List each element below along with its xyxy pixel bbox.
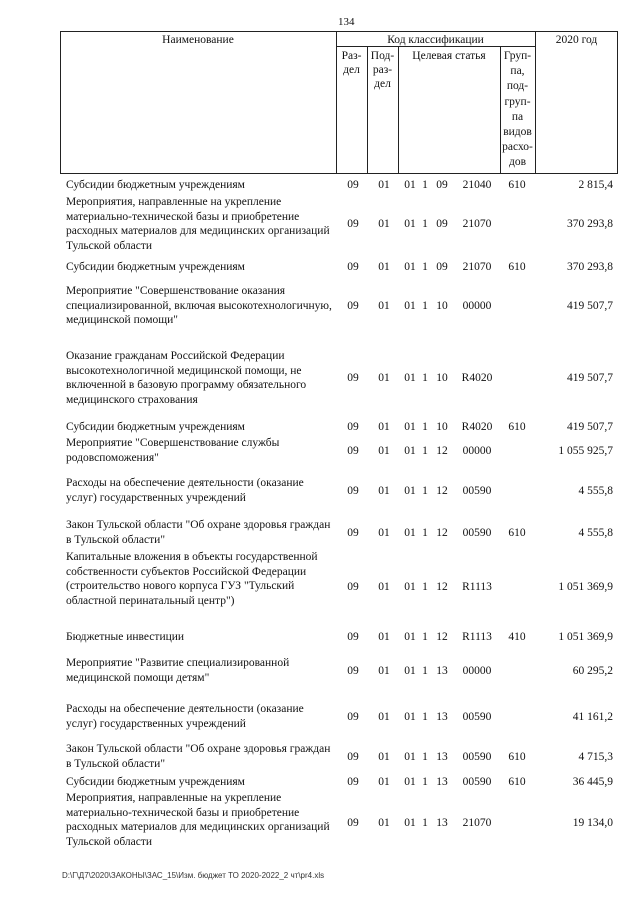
row-razdel: 09 (347, 665, 359, 677)
row-target-2: 1 (422, 581, 428, 593)
row-razdel: 09 (347, 300, 359, 312)
row-name: Оказание гражданам Российской Федерации высокотехнологичной медицинской помощи, не включенной в базовую программу обязательного медицинского страхования (66, 350, 307, 406)
row-target-2: 1 (422, 485, 428, 497)
row-razdel: 09 (347, 527, 359, 539)
row-target-3: 13 (436, 776, 448, 788)
row-name: Расходы на обеспечение деятельности (оказание услуг) государственных учреждений (66, 477, 304, 504)
row-target-4: 21040 (462, 179, 492, 191)
row-target-4: 00590 (462, 711, 492, 723)
row-target-4: R1113 (462, 631, 492, 643)
row-amount: 60 295,2 (572, 665, 613, 677)
row-target-1: 01 (404, 817, 416, 829)
row-name: Закон Тульской области "Об охране здоровья граждан в Тульской области" (66, 519, 331, 546)
row-podrazdel: 01 (378, 665, 390, 677)
row-podrazdel: 01 (378, 300, 390, 312)
row-target-4: 00590 (462, 527, 492, 539)
row-razdel: 09 (347, 485, 359, 497)
row-target-2: 1 (422, 665, 428, 677)
row-razdel: 09 (347, 179, 359, 191)
row-target-4: R4020 (461, 421, 493, 433)
row-target-2: 1 (422, 631, 428, 643)
header-year: 2020 год (555, 34, 598, 46)
row-target-2: 1 (422, 527, 428, 539)
row-amount: 419 507,7 (567, 300, 613, 312)
row-target-4: 00590 (462, 485, 492, 497)
row-amount: 419 507,7 (567, 421, 613, 433)
row-target-3: 10 (436, 372, 448, 384)
row-target-1: 01 (404, 445, 416, 457)
row-vr: 610 (508, 421, 526, 433)
row-podrazdel: 01 (378, 527, 390, 539)
row-razdel: 09 (347, 817, 359, 829)
row-vr: 610 (508, 776, 526, 788)
row-amount: 419 507,7 (567, 372, 613, 384)
row-target-2: 1 (422, 372, 428, 384)
row-podrazdel: 01 (378, 218, 390, 230)
row-target-4: 00590 (462, 776, 492, 788)
row-razdel: 09 (347, 711, 359, 723)
row-target-1: 01 (404, 300, 416, 312)
row-target-1: 01 (404, 711, 416, 723)
row-target-1: 01 (404, 776, 416, 788)
row-podrazdel: 01 (378, 751, 390, 763)
row-target-4: R4020 (461, 372, 493, 384)
row-name: Субсидии бюджетным учреждениям (66, 776, 245, 788)
row-amount: 1 055 925,7 (558, 445, 613, 457)
row-podrazdel: 01 (378, 485, 390, 497)
row-target-1: 01 (404, 527, 416, 539)
row-podrazdel: 01 (378, 179, 390, 191)
row-target-2: 1 (422, 261, 428, 273)
row-target-4: 00000 (462, 445, 492, 457)
row-razdel: 09 (347, 776, 359, 788)
row-vr: 610 (508, 261, 526, 273)
row-target-3: 12 (436, 581, 448, 593)
row-target-4: 00590 (462, 751, 492, 763)
row-razdel: 09 (347, 372, 359, 384)
row-amount: 41 161,2 (572, 711, 613, 723)
row-target-3: 12 (436, 445, 448, 457)
row-name: Бюджетные инвестиции (66, 631, 185, 643)
header-code: Код классификации (387, 34, 484, 46)
row-target-1: 01 (404, 631, 416, 643)
row-razdel: 09 (347, 631, 359, 643)
row-name: Мероприятие "Развитие специализированной медицинской помощи детям" (66, 657, 290, 684)
row-amount: 1 051 369,9 (558, 581, 613, 593)
row-podrazdel: 01 (378, 631, 390, 643)
row-podrazdel: 01 (378, 711, 390, 723)
row-name: Мероприятия, направленные на укрепление материально-технической базы и приобретение расходных материалов для медицинских организаций Тульской области (66, 196, 330, 252)
row-name: Расходы на обеспечение деятельности (оказание услуг) государственных учреждений (66, 703, 304, 730)
row-amount: 370 293,8 (567, 261, 613, 273)
header-group: Груп- па, под- груп- па видов расхо- дов (502, 50, 533, 169)
row-target-2: 1 (422, 421, 428, 433)
row-target-2: 1 (422, 445, 428, 457)
row-name: Закон Тульской области "Об охране здоровья граждан в Тульской области" (66, 743, 331, 770)
row-target-2: 1 (422, 711, 428, 723)
row-name: Субсидии бюджетным учреждениям (66, 421, 245, 433)
row-name: Субсидии бюджетным учреждениям (66, 179, 245, 191)
row-amount: 4 555,8 (578, 485, 613, 497)
row-razdel: 09 (347, 445, 359, 457)
row-target-2: 1 (422, 776, 428, 788)
row-target-4: 21070 (462, 261, 492, 273)
row-amount: 4 715,3 (578, 751, 613, 763)
row-target-4: 00000 (462, 665, 492, 677)
row-vr: 610 (508, 751, 526, 763)
row-target-3: 09 (436, 218, 448, 230)
row-podrazdel: 01 (378, 776, 390, 788)
row-target-3: 10 (436, 421, 448, 433)
row-target-1: 01 (404, 751, 416, 763)
row-target-1: 01 (404, 372, 416, 384)
row-razdel: 09 (347, 751, 359, 763)
row-target-3: 13 (436, 751, 448, 763)
row-razdel: 09 (347, 261, 359, 273)
header-podrazdel: Под- раз- дел (370, 50, 395, 90)
row-target-4: 21070 (462, 218, 492, 230)
row-target-2: 1 (422, 751, 428, 763)
row-target-1: 01 (404, 218, 416, 230)
row-target-1: 01 (404, 485, 416, 497)
header-name: Наименование (162, 34, 234, 46)
header-target: Целевая статья (412, 50, 486, 62)
row-target-2: 1 (422, 300, 428, 312)
row-target-2: 1 (422, 218, 428, 230)
row-target-3: 13 (436, 665, 448, 677)
row-vr: 610 (508, 527, 526, 539)
row-name: Капитальные вложения в объекты государственной собственности субъектов Российской Федерации (строительство нового корпуса ГУЗ "Тульский областной перинатальный центр") (66, 551, 318, 607)
row-target-2: 1 (422, 817, 428, 829)
row-razdel: 09 (347, 581, 359, 593)
page-number: 134 (338, 16, 355, 28)
row-target-4: 00000 (462, 300, 492, 312)
row-target-1: 01 (404, 261, 416, 273)
row-podrazdel: 01 (378, 445, 390, 457)
row-name: Мероприятие "Совершенствование оказания специализированной, включая высокотехнологичную, медицинской помощи" (66, 285, 332, 326)
row-target-3: 12 (436, 631, 448, 643)
row-target-3: 13 (436, 817, 448, 829)
row-amount: 1 051 369,9 (558, 631, 613, 643)
row-podrazdel: 01 (378, 372, 390, 384)
row-amount: 19 134,0 (572, 817, 613, 829)
row-target-3: 13 (436, 711, 448, 723)
row-amount: 2 815,4 (578, 179, 613, 191)
file-path-footer: D:\Г\Д7\2020\ЗАКОНЫ\ЗАС_15\Изм. бюджет ТО 2020-2022_2 чт\pr4.xls (62, 871, 325, 880)
row-vr: 610 (508, 179, 526, 191)
row-target-2: 1 (422, 179, 428, 191)
header-razdel: Раз- дел (341, 50, 362, 76)
row-target-1: 01 (404, 581, 416, 593)
row-vr: 410 (508, 631, 526, 643)
row-target-3: 12 (436, 527, 448, 539)
row-target-3: 09 (436, 261, 448, 273)
row-amount: 4 555,8 (578, 527, 613, 539)
row-target-3: 10 (436, 300, 448, 312)
row-name: Мероприятие "Совершенствование службы родовспоможения" (66, 437, 280, 464)
row-razdel: 09 (347, 218, 359, 230)
row-target-3: 12 (436, 485, 448, 497)
row-target-4: R1113 (462, 581, 492, 593)
row-target-1: 01 (404, 179, 416, 191)
row-name: Мероприятия, направленные на укрепление материально-технической базы и приобретение расходных материалов для медицинских организаций Тульской области (66, 792, 330, 848)
row-podrazdel: 01 (378, 261, 390, 273)
row-amount: 370 293,8 (567, 218, 613, 230)
row-target-1: 01 (404, 665, 416, 677)
row-amount: 36 445,9 (572, 776, 613, 788)
row-target-1: 01 (404, 421, 416, 433)
row-podrazdel: 01 (378, 421, 390, 433)
row-name: Субсидии бюджетным учреждениям (66, 261, 245, 273)
row-target-4: 21070 (462, 817, 492, 829)
row-target-3: 09 (436, 179, 448, 191)
row-podrazdel: 01 (378, 581, 390, 593)
row-podrazdel: 01 (378, 817, 390, 829)
row-razdel: 09 (347, 421, 359, 433)
